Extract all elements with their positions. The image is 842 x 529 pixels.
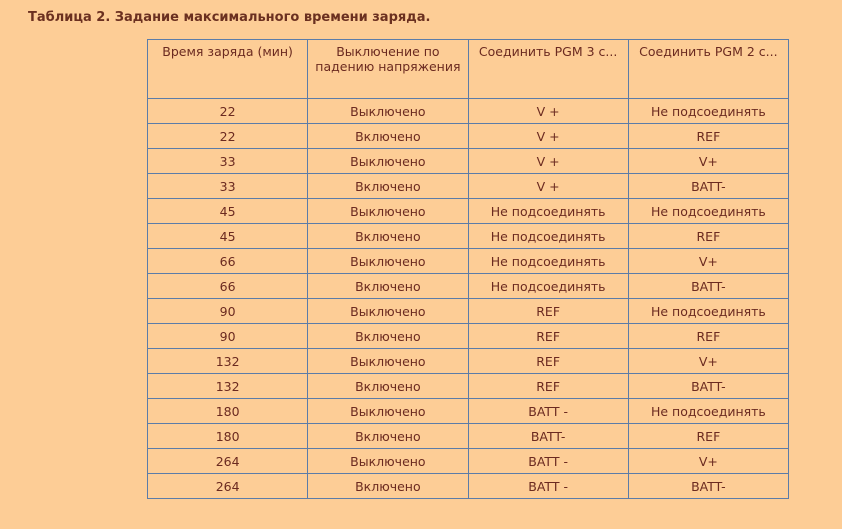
header-connect-pgm3: Соединить PGM 3 с...	[468, 40, 628, 99]
cell-pgm2: V+	[628, 449, 788, 474]
cell-pgm3: REF	[468, 299, 628, 324]
table-row	[148, 324, 789, 349]
cell-pgm2: BATT-	[628, 174, 788, 199]
cell-pgm2: V+	[628, 149, 788, 174]
cell-voltage-drop: Включено	[308, 124, 468, 149]
cell-charge-time: 33	[148, 174, 308, 199]
table-row	[148, 349, 789, 374]
table-row	[148, 449, 789, 474]
cell-pgm3: V +	[468, 174, 628, 199]
cell-pgm2: Не подсоединять	[628, 99, 788, 124]
cell-pgm3: Не подсоединять	[468, 249, 628, 274]
table-row	[148, 99, 789, 124]
header-voltage-drop-shutdown: Выключение по падению напряжения	[308, 40, 468, 99]
cell-voltage-drop: Выключено	[308, 349, 468, 374]
cell-charge-time: 264	[148, 474, 308, 499]
cell-pgm3: V +	[468, 149, 628, 174]
table-row	[148, 424, 789, 449]
table-caption: Таблица 2. Задание максимального времени заряда.	[28, 10, 431, 25]
cell-pgm3: REF	[468, 349, 628, 374]
table-row	[148, 249, 789, 274]
table-row	[148, 149, 789, 174]
cell-pgm3: V +	[468, 99, 628, 124]
cell-charge-time: 132	[148, 349, 308, 374]
cell-pgm2: BATT-	[628, 274, 788, 299]
table-row	[148, 399, 789, 424]
cell-pgm2: REF	[628, 324, 788, 349]
cell-pgm2: BATT-	[628, 374, 788, 399]
cell-voltage-drop: Включено	[308, 274, 468, 299]
cell-charge-time: 66	[148, 274, 308, 299]
table-row	[148, 299, 789, 324]
cell-voltage-drop: Выключено	[308, 399, 468, 424]
cell-pgm3: REF	[468, 374, 628, 399]
table-row	[148, 274, 789, 299]
table-row	[148, 474, 789, 499]
cell-charge-time: 22	[148, 124, 308, 149]
cell-pgm2: Не подсоединять	[628, 399, 788, 424]
cell-voltage-drop: Включено	[308, 224, 468, 249]
cell-charge-time: 264	[148, 449, 308, 474]
cell-voltage-drop: Включено	[308, 174, 468, 199]
cell-voltage-drop: Включено	[308, 324, 468, 349]
cell-charge-time: 22	[148, 99, 308, 124]
cell-voltage-drop: Выключено	[308, 249, 468, 274]
cell-voltage-drop: Включено	[308, 424, 468, 449]
cell-pgm2: BATT-	[628, 474, 788, 499]
table-row	[148, 124, 789, 149]
cell-pgm3: BATT-	[468, 424, 628, 449]
table-row	[148, 174, 789, 199]
cell-voltage-drop: Включено	[308, 374, 468, 399]
cell-pgm3: BATT -	[468, 399, 628, 424]
cell-pgm2: V+	[628, 349, 788, 374]
cell-charge-time: 66	[148, 249, 308, 274]
cell-pgm2: Не подсоединять	[628, 199, 788, 224]
cell-charge-time: 90	[148, 299, 308, 324]
table-row	[148, 199, 789, 224]
cell-pgm3: BATT -	[468, 474, 628, 499]
cell-charge-time: 45	[148, 199, 308, 224]
table-row	[148, 374, 789, 399]
cell-charge-time: 180	[148, 424, 308, 449]
cell-pgm3: BATT -	[468, 449, 628, 474]
cell-pgm2: V+	[628, 249, 788, 274]
table-header-row	[148, 40, 789, 99]
cell-pgm3: Не подсоединять	[468, 199, 628, 224]
cell-pgm2: Не подсоединять	[628, 299, 788, 324]
header-connect-pgm2: Соединить PGM 2 с...	[628, 40, 788, 99]
cell-pgm2: REF	[628, 124, 788, 149]
cell-charge-time: 90	[148, 324, 308, 349]
charge-time-table	[147, 39, 789, 499]
cell-charge-time: 132	[148, 374, 308, 399]
cell-voltage-drop: Выключено	[308, 99, 468, 124]
cell-pgm2: REF	[628, 224, 788, 249]
cell-pgm3: Не подсоединять	[468, 274, 628, 299]
cell-voltage-drop: Выключено	[308, 199, 468, 224]
cell-voltage-drop: Выключено	[308, 299, 468, 324]
cell-voltage-drop: Включено	[308, 474, 468, 499]
table-row	[148, 224, 789, 249]
cell-charge-time: 45	[148, 224, 308, 249]
cell-pgm3: V +	[468, 124, 628, 149]
cell-pgm2: REF	[628, 424, 788, 449]
cell-voltage-drop: Выключено	[308, 449, 468, 474]
header-charge-time: Время заряда (мин)	[148, 40, 308, 99]
cell-charge-time: 33	[148, 149, 308, 174]
cell-pgm3: REF	[468, 324, 628, 349]
cell-voltage-drop: Выключено	[308, 149, 468, 174]
cell-pgm3: Не подсоединять	[468, 224, 628, 249]
cell-charge-time: 180	[148, 399, 308, 424]
